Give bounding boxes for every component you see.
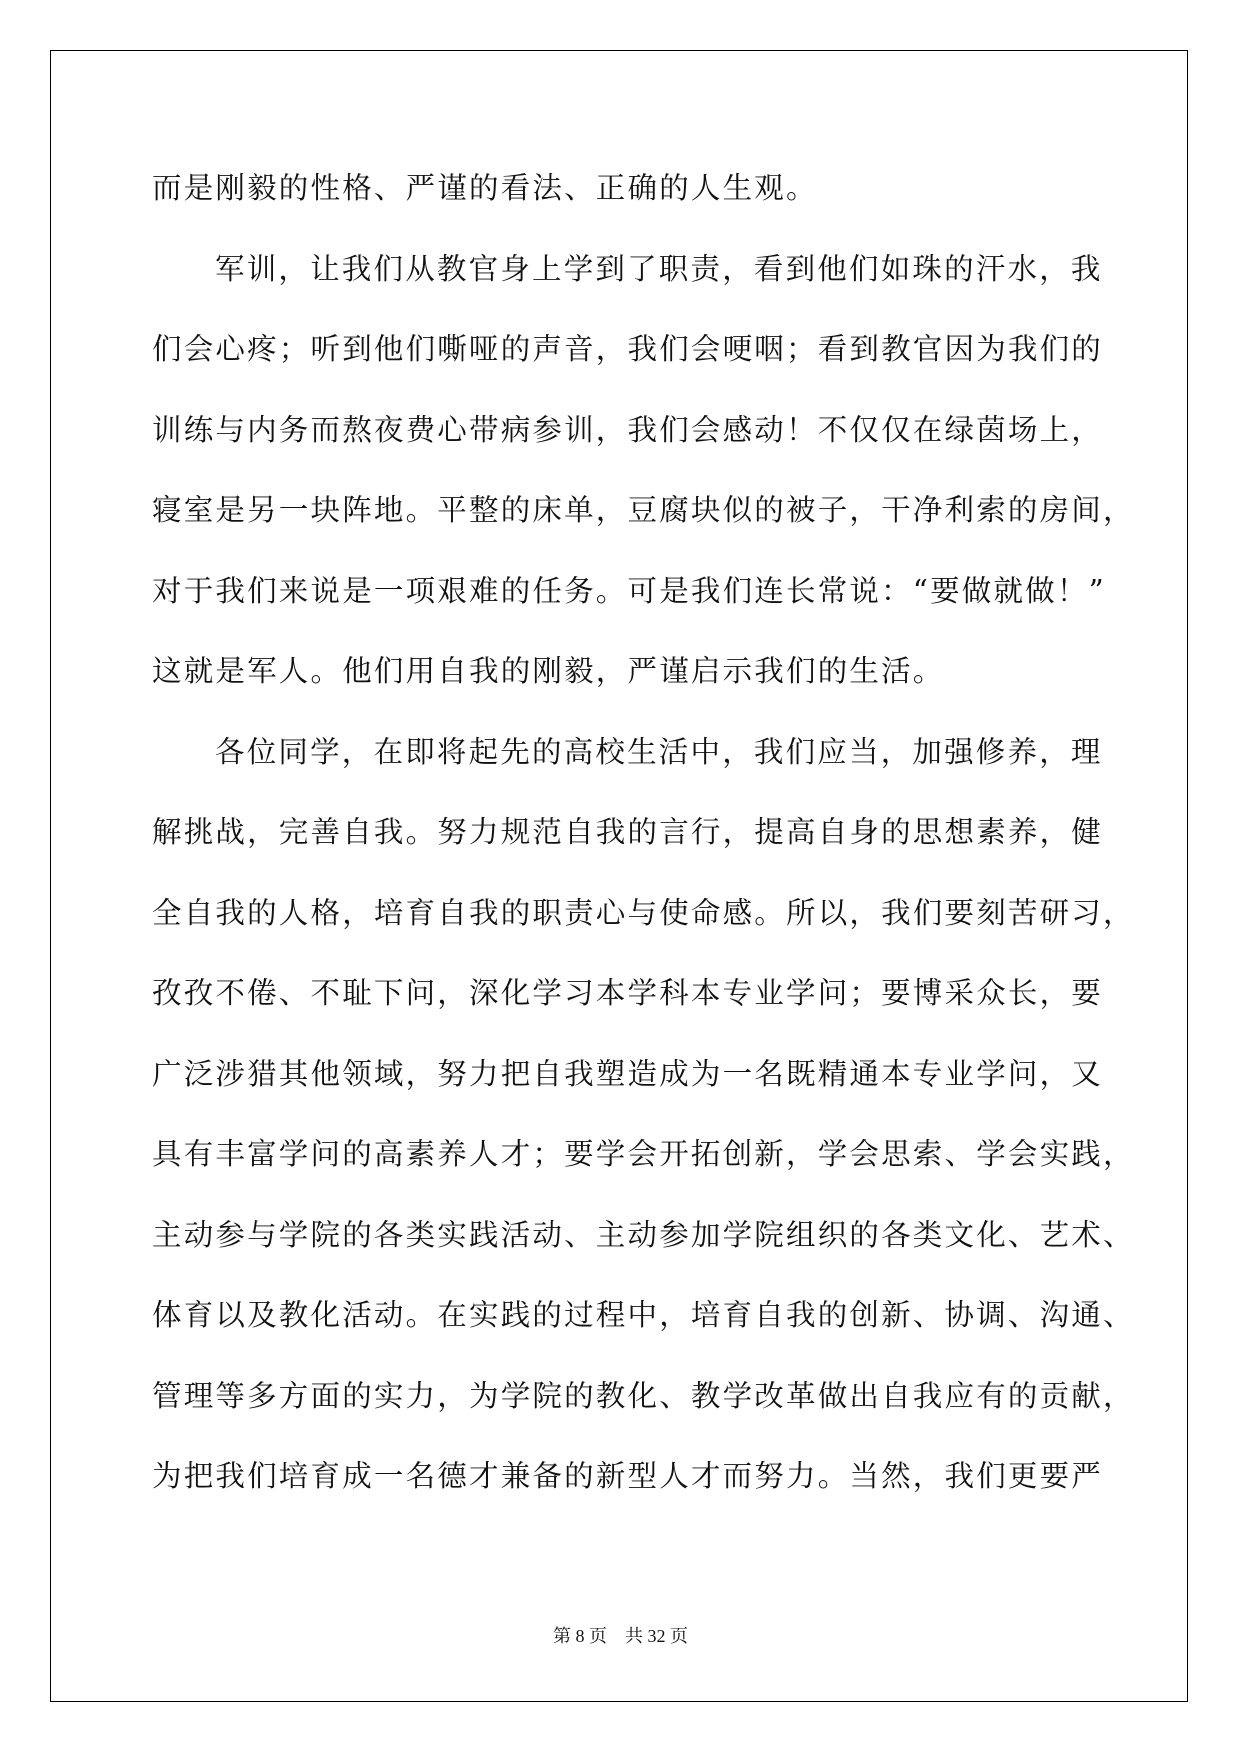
text-line: 解挑战，完善自我。努力规范自我的言行，提高自身的思想素养，健 [152, 815, 1104, 849]
text-line: 管理等多方面的实力，为学院的教化、教学改革做出自我应有的贡献， [152, 1378, 1135, 1413]
text-line: 具有丰富学问的高素养人才；要学会开拓创新，学会思索、学会实践， [152, 1137, 1135, 1171]
paragraph-start-line: 各位同学，在即将起先的高校生活中，我们应当，加强修养，理 [215, 734, 1103, 769]
text-line: 孜孜不倦、不耻下问，深化学习本学科本专业学问；要博采众长，要 [152, 976, 1104, 1010]
text-line: 为把我们培育成一名德才兼备的新型人才而努力。当然，我们更要严 [152, 1459, 1104, 1493]
document-body [152, 160, 1135, 1529]
text-line: 而是刚毅的性格、严谨的看法、正确的人生观。 [152, 171, 818, 205]
text-line: 全自我的人格，培育自我的职责心与使命感。所以，我们要刻苦研习， [152, 895, 1135, 930]
page-footer: 第 8 页 共 32 页 [553, 1626, 688, 1646]
text-line: 这就是军人。他们用自我的刚毅，严谨启示我们的生活。 [152, 654, 945, 688]
text-line: 们会心疼；听到他们嘶哑的声音，我们会哽咽；看到教官因为我们的 [152, 332, 1104, 366]
paragraph-start-line: 军训，让我们从教官身上学到了职责，看到他们如珠的汗水，我 [215, 251, 1103, 286]
text-line: 主动参与学院的各类实践活动、主动参加学院组织的各类文化、艺术、 [152, 1217, 1135, 1252]
text-line: 体育以及教化活动。在实践的过程中，培育自我的创新、协调、沟通、 [152, 1298, 1135, 1332]
text-line: 训练与内务而熬夜费心带病参训，我们会感动！不仅仅在绿茵场上， [152, 412, 1104, 447]
text-line: 对于我们来说是一项艰难的任务。可是我们连长常说：“要做就做！” [152, 573, 1106, 608]
text-line: 广泛涉猎其他领域，努力把自我塑造成为一名既精通本专业学问，又 [152, 1056, 1104, 1091]
text-line: 寝室是另一块阵地。平整的床单，豆腐块似的被子，干净利索的房间， [152, 493, 1135, 527]
